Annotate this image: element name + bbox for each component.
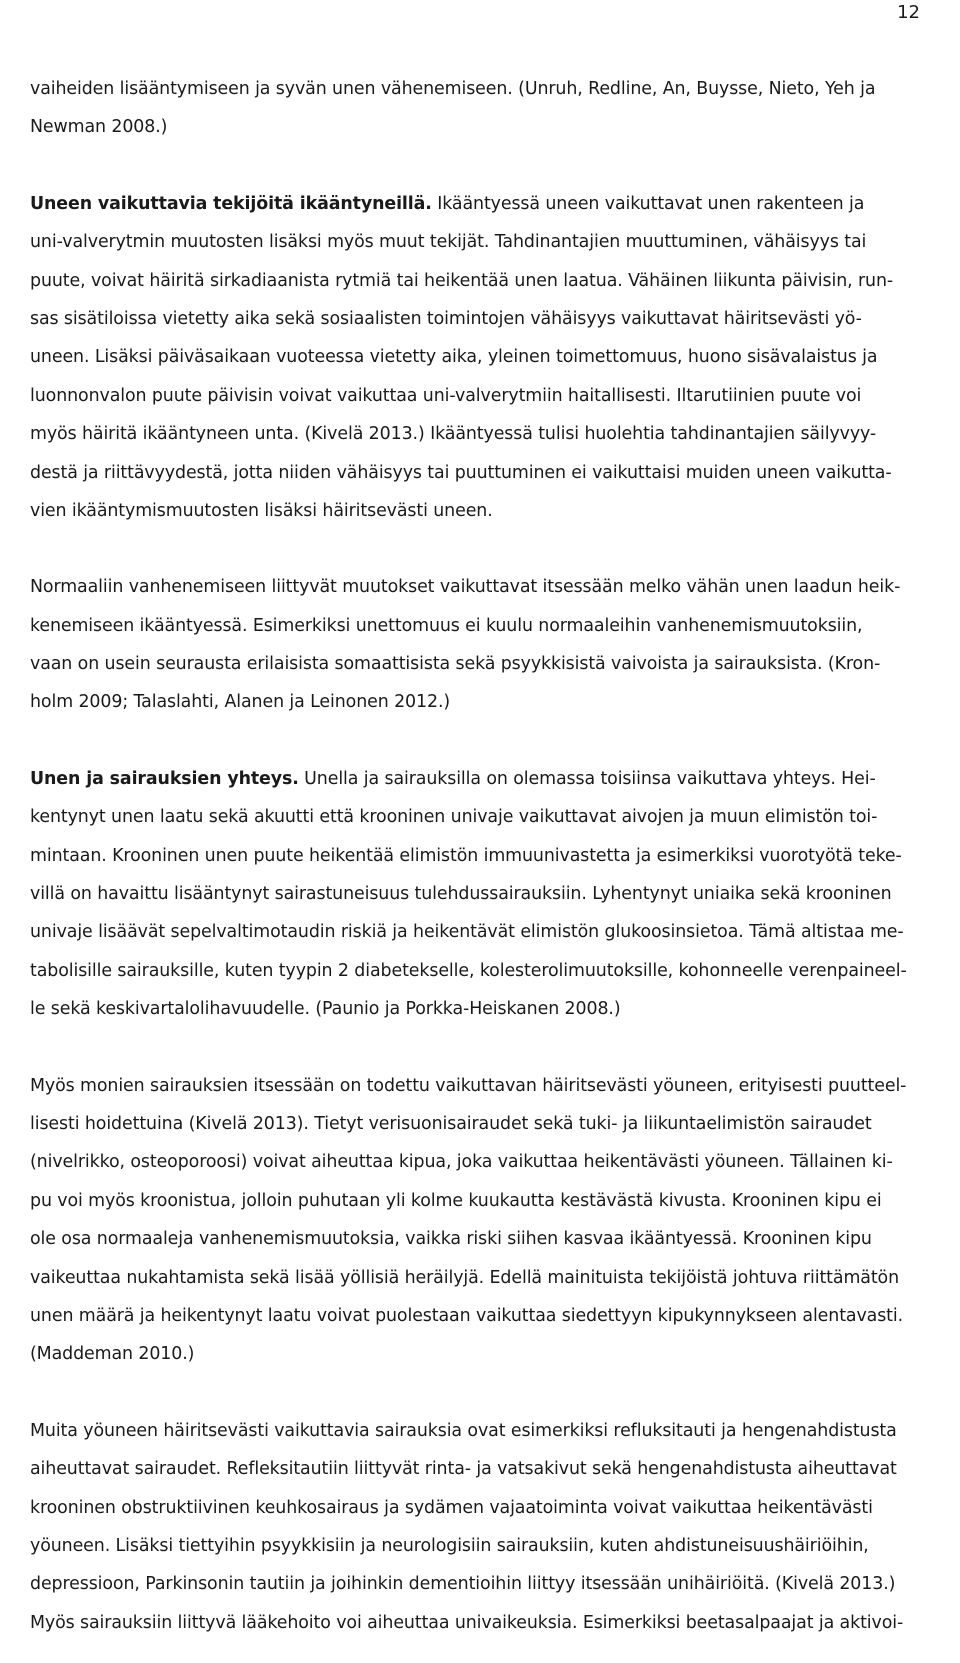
text-line: holm 2009; Talaslahti, Alanen ja Leinonen 2012.) (30, 692, 451, 713)
paragraph (30, 185, 935, 531)
paragraph (30, 70, 935, 147)
text-line: ole osa normaaleja vanhenemismuutoksia, vaikka riski siihen kasvaa ikääntyessä. Krooninen kipu (30, 1229, 872, 1250)
text-line: luonnonvalon puute päivisin voivat vaikuttaa uni-valverytmiin haitallisesti. Iltarutiinien puute voi (30, 385, 862, 406)
document-body (30, 70, 935, 1642)
text-line: le sekä keskivartalolihavuudelle. (Paunio ja Porkka-Heiskanen 2008.) (30, 999, 621, 1020)
text-line: Muita yöuneen häiritsevästi vaikuttavia sairauksia ovat esimerkiksi refluksitauti ja hengenahdistusta (30, 1420, 897, 1441)
text-line: Normaaliin vanhenemiseen liittyvät muutokset vaikuttavat itsessään melko vähän unen laadun heik- (30, 577, 901, 598)
text-line (30, 760, 935, 798)
text-line: kentynyt unen laatu sekä akuutti että krooninen univaje vaikuttavat aivojen ja muun elimistön toi- (30, 807, 878, 828)
text-line: uneen. Lisäksi päiväsaikaan vuoteessa vietetty aika, yleinen toimettomuus, huono sisävalaistus ja (30, 347, 878, 368)
paragraph (30, 1412, 935, 1642)
text-line: Myös sairauksiin liittyvä lääkehoito voi aiheuttaa univaikeuksia. Esimerkiksi beetasalpaajat ja aktivoi- (30, 1612, 904, 1633)
text-line: depressioon, Parkinsonin tautiin ja joihinkin dementioihin liittyy itsessään unihäiriöitä. (Kivelä 2013.) (30, 1574, 896, 1595)
page-number: 12 (897, 2, 920, 23)
text-line: vaan on usein seurausta erilaisista somaattisista sekä psyykkisistä vaivoista ja sairauksista. (Kron- (30, 654, 881, 675)
paragraph (30, 568, 935, 722)
text-line: sas sisätiloissa vietetty aika sekä sosiaalisten toimintojen vähäisyys vaikuttavat häiritsevästi yö- (30, 308, 862, 329)
text-line: (Maddeman 2010.) (30, 1344, 195, 1365)
text-line: univaje lisäävät sepelvaltimotaudin riskiä ja heikentävät elimistön glukoosinsietoa. Tämä altistaa me- (30, 922, 904, 943)
text-line: pu voi myös kroonistua, jolloin puhutaan yli kolme kuukautta kestävästä kivusta. Krooninen kipu ei (30, 1190, 882, 1211)
text-line: krooninen obstruktiivinen keuhkosairaus ja sydämen vajaatoiminta voivat vaikuttaa heikentävästi (30, 1497, 873, 1518)
text-line: vien ikääntymismuutosten lisäksi häiritsevästi uneen. (30, 500, 493, 521)
text-span: Ikääntyessä uneen vaikuttavat unen rakenteen ja (431, 193, 865, 214)
text-line: Newman 2008.) (30, 117, 168, 138)
text-line: destä ja riittävyydestä, jotta niiden vähäisyys tai puuttuminen ei vaikuttaisi muiden uneen vaikutta- (30, 462, 892, 483)
paragraph (30, 1067, 935, 1374)
paragraph-heading: Unen ja sairauksien yhteys. (30, 768, 299, 789)
text-line: Myös monien sairauksien itsessään on todettu vaikuttavan häiritsevästi yöuneen, erityisesti puutteel- (30, 1075, 907, 1096)
text-line: uni-valverytmin muutosten lisäksi myös muut tekijät. Tahdinantajien muuttuminen, vähäisyys tai (30, 232, 867, 253)
text-line: vaiheiden lisääntymiseen ja syvän unen vähenemiseen. (Unruh, Redline, An, Buysse, Nieto, Yeh ja (30, 79, 876, 99)
text-line: kenemiseen ikääntyessä. Esimerkiksi unettomuus ei kuulu normaaleihin vanhenemismuutoksiin, (30, 615, 863, 636)
text-line: unen määrä ja heikentynyt laatu voivat puolestaan vaikuttaa siedettyyn kipukynnykseen alentavasti. (30, 1305, 904, 1326)
text-line (30, 185, 935, 223)
text-line: puute, voivat häiritä sirkadiaanista rytmiä tai heikentää unen laatua. Vähäinen liikunta päivisin, run- (30, 270, 894, 291)
text-line: mintaan. Krooninen unen puute heikentää elimistön immuunivastetta ja esimerkiksi vuorotyötä teke- (30, 845, 902, 866)
paragraph-heading: Uneen vaikuttavia tekijöitä ikääntyneillä. (30, 193, 432, 214)
text-span: Unella ja sairauksilla on olemassa toisiinsa vaikuttava yhteys. Hei- (298, 768, 876, 789)
text-line: lisesti hoidettuina (Kivelä 2013). Tietyt verisuonisairaudet sekä tuki- ja liikuntaelimistön sairaudet (30, 1113, 872, 1134)
text-line: yöuneen. Lisäksi tiettyihin psyykkisiin ja neurologisiin sairauksiin, kuten ahdistuneisuushäiriöihin, (30, 1535, 869, 1556)
text-line: (nivelrikko, osteoporoosi) voivat aiheuttaa kipua, joka vaikuttaa heikentävästi yöuneen. Tällainen ki- (30, 1152, 893, 1173)
text-line: myös häiritä ikääntyneen unta. (Kivelä 2013.) Ikääntyessä tulisi huolehtia tahdinantajien säilyvyy- (30, 424, 877, 445)
paragraph (30, 760, 935, 1029)
text-line: aiheuttavat sairaudet. Refleksitautiin liittyvät rinta- ja vatsakivut sekä hengenahdistusta aiheuttavat (30, 1459, 897, 1480)
text-line: tabolisille sairauksille, kuten tyypin 2 diabetekselle, kolesterolimuutoksille, kohonneelle verenpaineel- (30, 960, 907, 981)
text-line: vaikeuttaa nukahtamista sekä lisää yöllisiä heräilyjä. Edellä mainituista tekijöistä johtuva riittämätön (30, 1267, 900, 1288)
text-line: villä on havaittu lisääntynyt sairastuneisuus tulehdussairauksiin. Lyhentynyt uniaika sekä krooninen (30, 884, 892, 905)
